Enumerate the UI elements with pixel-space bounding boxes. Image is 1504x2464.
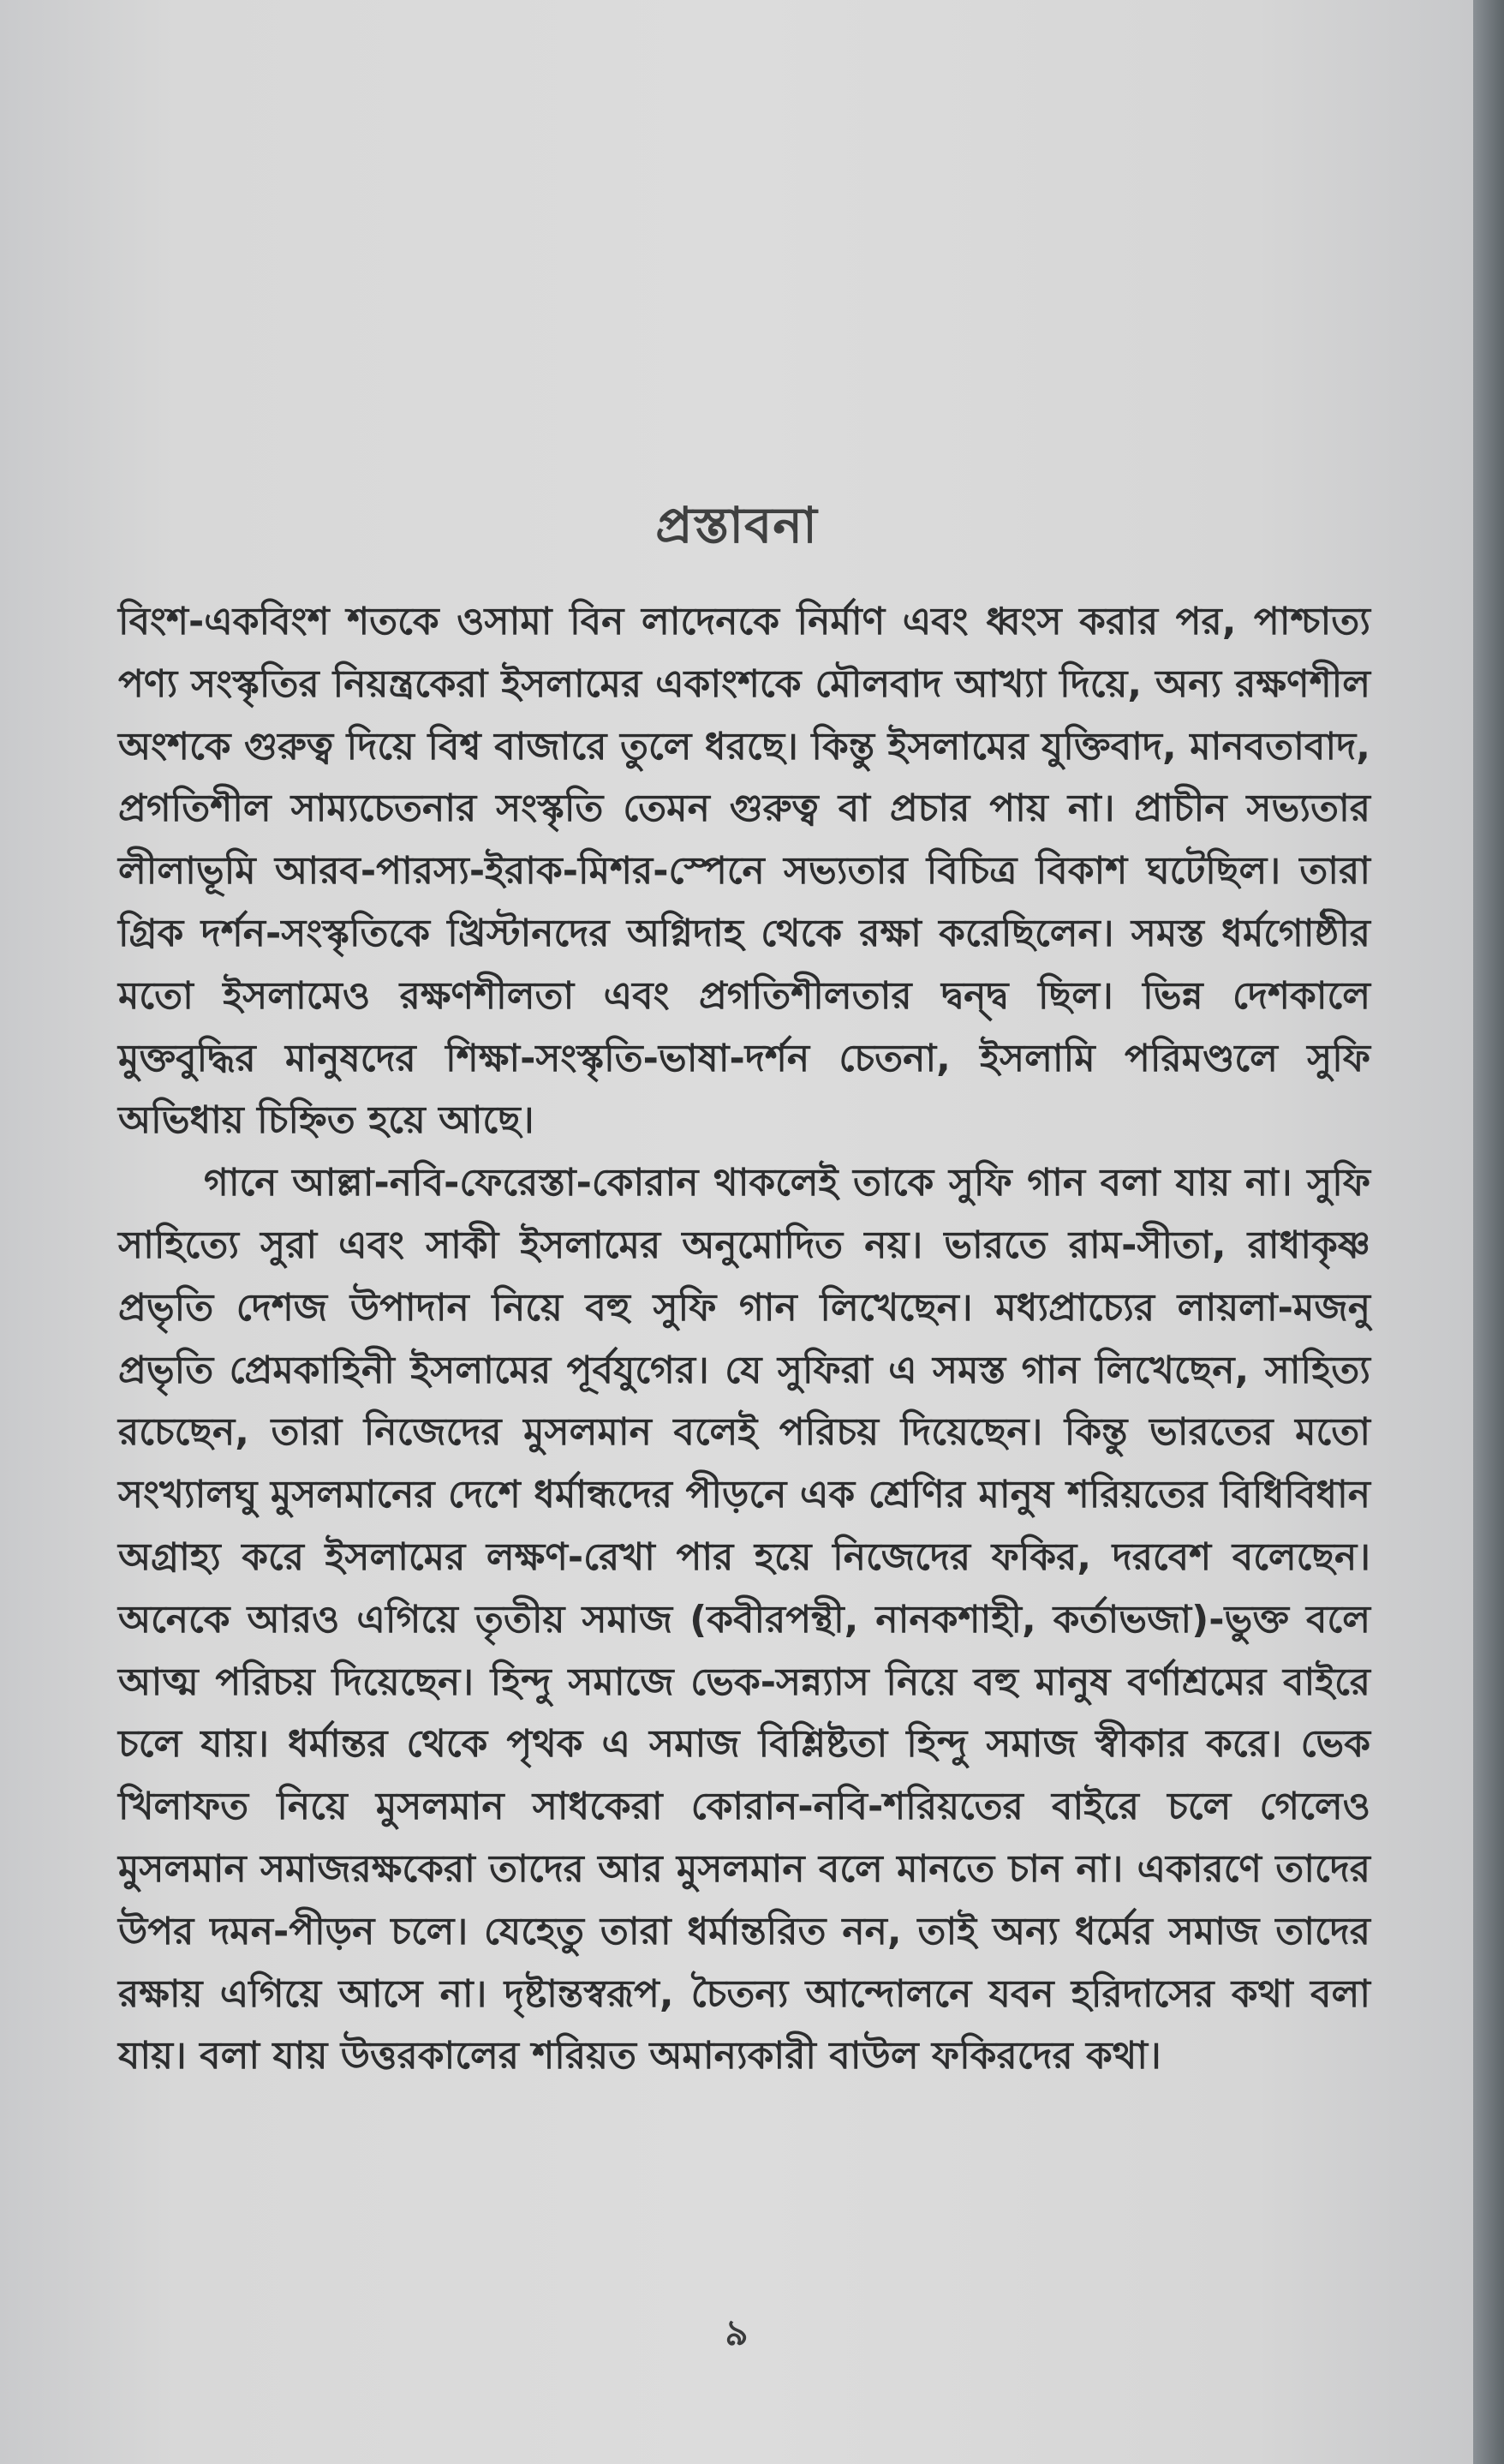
- body-text: [118, 591, 1370, 2088]
- page-number: ৯: [725, 2311, 749, 2353]
- page-title: প্রস্তাবনা: [655, 495, 818, 554]
- page-edge-shadow: [1473, 0, 1504, 2464]
- paragraph-1: বিংশ-একবিংশ শতকে ওসামা বিন লাদেনকে নির্মাণ এবং ধ্বংস করার পর, পাশ্চাত্য পণ্য সংস্কৃতির নিয়ন্ত্রকেরা ইসলামের একাংশকে মৌলবাদ আখ্যা দিয়ে, অন্য রক্ষণশীল অংশকে গুরুত্ব দিয়ে বিশ্ব বাজারে তুলে ধরছে। কিন্তু ইসলামের যুক্তিবাদ, মানবতাবাদ, প্রগতিশীল সাম্যচেতনার সংস্কৃতি তেমন গুরুত্ব বা প্রচার পায় না। প্রাচীন সভ্যতার লীলাভূমি আরব-পারস্য-ইরাক-মিশর-স্পেনে সভ্যতার বিচিত্র বিকাশ ঘটেছিল। তারা গ্রিক দর্শন-সংস্কৃতিকে খ্রিস্টানদের অগ্নিদাহ থেকে রক্ষা করেছিলেন। সমস্ত ধর্মগোষ্ঠীর মতো ইসলামেও রক্ষণশীলতা এবং প্রগতিশীলতার দ্বন্দ্ব ছিল। ভিন্ন দেশকালে মুক্তবুদ্ধির মানুষদের শিক্ষা-সংস্কৃতি-ভাষা-দর্শন চেতনা, ইসলামি পরিমণ্ডলে সুফি অভিধায় চিহ্নিত হয়ে আছে।: [118, 600, 1370, 1143]
- paragraph-2: গানে আল্লা-নবি-ফেরেস্তা-কোরান থাকলেই তাকে সুফি গান বলা যায় না। সুফি সাহিত্যে সুরা এবং সাকী ইসলামের অনুমোদিত নয়। ভারতে রাম-সীতা, রাধাকৃষ্ণ প্রভৃতি দেশজ উপাদান নিয়ে বহু সুফি গান লিখেছেন। মধ্যপ্রাচ্যের লায়লা-মজনু প্রভৃতি প্রেমকাহিনী ইসলামের পূর্বযুগের। যে সুফিরা এ সমস্ত গান লিখেছেন, সাহিত্য রচেছেন, তারা নিজেদের মুসলমান বলেই পরিচয় দিয়েছেন। কিন্তু ভারতের মতো সংখ্যালঘু মুসলমানের দেশে ধর্মান্ধদের পীড়নে এক শ্রেণির মানুষ শরিয়তের বিধিবিধান অগ্রাহ্য করে ইসলামের লক্ষণ-রেখা পার হয়ে নিজেদের ফকির, দরবেশ বলেছেন। অনেকে আরও এগিয়ে তৃতীয় সমাজ (কবীরপন্থী, নানকশাহী, কর্তাভজা)-ভুক্ত বলে আত্ম পরিচয় দিয়েছেন। হিন্দু সমাজে ভেক-সন্ন্যাস নিয়ে বহু মানুষ বর্ণাশ্রমের বাইরে চলে যায়। ধর্মান্তর থেকে পৃথক এ সমাজ বিশ্লিষ্টতা হিন্দু সমাজ স্বীকার করে। ভেক খিলাফত নিয়ে মুসলমান সাধকেরা কোরান-নবি-শরিয়তের বাইরে চলে গেলেও মুসলমান সমাজরক্ষকেরা তাদের আর মুসলমান বলে মানতে চান না। একারণে তাদের উপর দমন-পীড়ন চলে। যেহেতু তারা ধর্মান্তরিত নন, তাই অন্য ধর্মের সমাজ তাদের রক্ষায় এগিয়ে আসে না। দৃষ্টান্তস্বরূপ, চৈতন্য আন্দোলনে যবন হরিদাসের কথা বলা যায়। বলা যায় উত্তরকালের শরিয়ত অমান্যকারী বাউল ফকিরদের কথা।: [118, 1161, 1370, 2078]
